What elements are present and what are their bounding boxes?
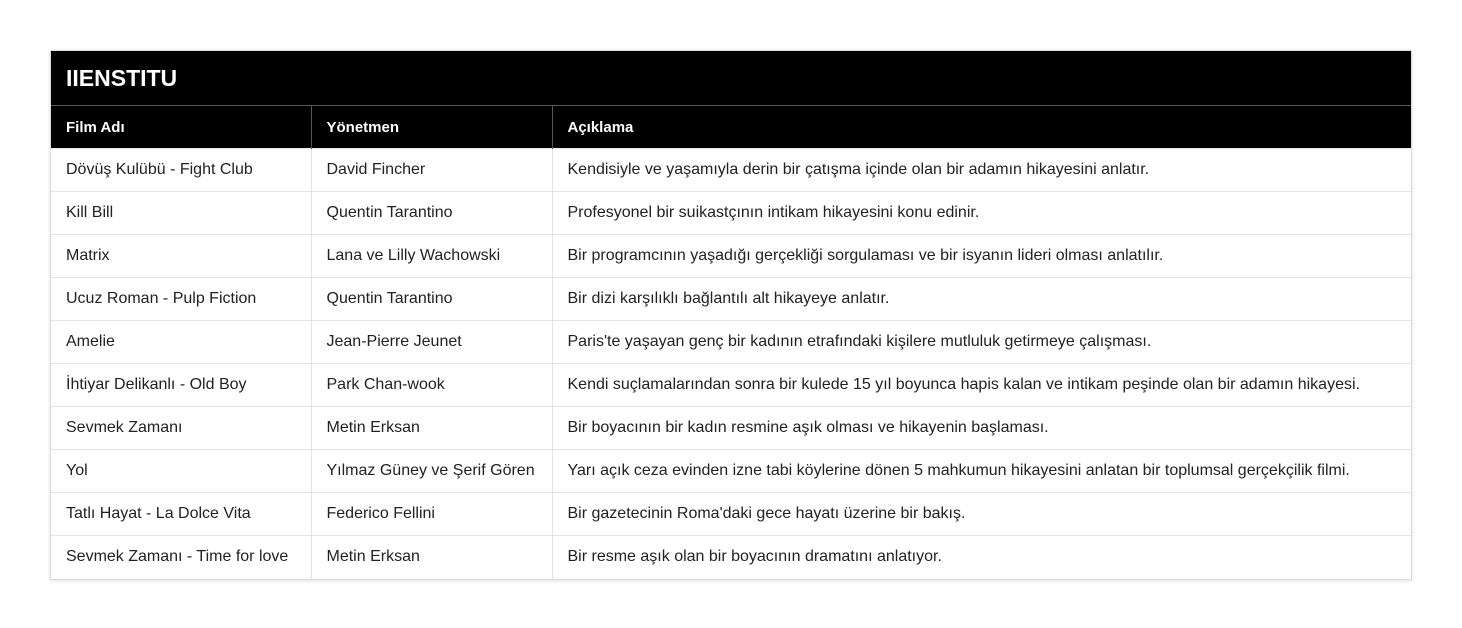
column-header-director: Yönetmen xyxy=(311,106,552,149)
cell-description: Profesyonel bir suikastçının intikam hikayesini konu edinir. xyxy=(552,192,1411,235)
cell-director: David Fincher xyxy=(311,149,552,192)
cell-description: Bir resme aşık olan bir boyacının dramatını anlatıyor. xyxy=(552,536,1411,579)
cell-description: Bir boyacının bir kadın resmine aşık olması ve hikayenin başlaması. xyxy=(552,407,1411,450)
cell-description: Bir dizi karşılıklı bağlantılı alt hikayeye anlatır. xyxy=(552,278,1411,321)
table-row xyxy=(51,321,1411,364)
cell-director: Quentin Tarantino xyxy=(311,192,552,235)
cell-film-name: Tatlı Hayat - La Dolce Vita xyxy=(51,493,311,536)
table-row xyxy=(51,493,1411,536)
cell-director: Lana ve Lilly Wachowski xyxy=(311,235,552,278)
film-table xyxy=(51,105,1411,579)
cell-director: Park Chan-wook xyxy=(311,364,552,407)
table-row xyxy=(51,192,1411,235)
cell-director: Metin Erksan xyxy=(311,536,552,579)
table-row xyxy=(51,407,1411,450)
column-header-film-name: Film Adı xyxy=(51,106,311,149)
cell-film-name: Amelie xyxy=(51,321,311,364)
table-header-row xyxy=(51,106,1411,149)
table-row xyxy=(51,450,1411,493)
cell-director: Metin Erksan xyxy=(311,407,552,450)
column-header-description: Açıklama xyxy=(552,106,1411,149)
cell-description: Kendi suçlamalarından sonra bir kulede 15 yıl boyunca hapis kalan ve intikam peşinde olan bir adamın hikayesi. xyxy=(552,364,1411,407)
cell-film-name: Kill Bill xyxy=(51,192,311,235)
cell-film-name: Sevmek Zamanı xyxy=(51,407,311,450)
cell-film-name: Matrix xyxy=(51,235,311,278)
table-row xyxy=(51,536,1411,579)
cell-description: Paris'te yaşayan genç bir kadının etrafındaki kişilere mutluluk getirmeye çalışması. xyxy=(552,321,1411,364)
table-row xyxy=(51,149,1411,192)
cell-description: Yarı açık ceza evinden izne tabi köylerine dönen 5 mahkumun hikayesini anlatan bir toplumsal gerçekçilik filmi. xyxy=(552,450,1411,493)
cell-director: Quentin Tarantino xyxy=(311,278,552,321)
table-title: IIENSTITU xyxy=(51,51,1411,105)
cell-film-name: Ucuz Roman - Pulp Fiction xyxy=(51,278,311,321)
cell-description: Bir gazetecinin Roma'daki gece hayatı üzerine bir bakış. xyxy=(552,493,1411,536)
film-table-card xyxy=(50,50,1412,580)
cell-description: Bir programcının yaşadığı gerçekliği sorgulaması ve bir isyanın lideri olması anlatılır. xyxy=(552,235,1411,278)
table-row xyxy=(51,278,1411,321)
cell-director: Yılmaz Güney ve Şerif Gören xyxy=(311,450,552,493)
cell-director: Federico Fellini xyxy=(311,493,552,536)
cell-description: Kendisiyle ve yaşamıyla derin bir çatışma içinde olan bir adamın hikayesini anlatır. xyxy=(552,149,1411,192)
cell-film-name: İhtiyar Delikanlı - Old Boy xyxy=(51,364,311,407)
cell-film-name: Yol xyxy=(51,450,311,493)
table-row xyxy=(51,364,1411,407)
table-row xyxy=(51,235,1411,278)
cell-director: Jean-Pierre Jeunet xyxy=(311,321,552,364)
cell-film-name: Sevmek Zamanı - Time for love xyxy=(51,536,311,579)
cell-film-name: Dövüş Kulübü - Fight Club xyxy=(51,149,311,192)
